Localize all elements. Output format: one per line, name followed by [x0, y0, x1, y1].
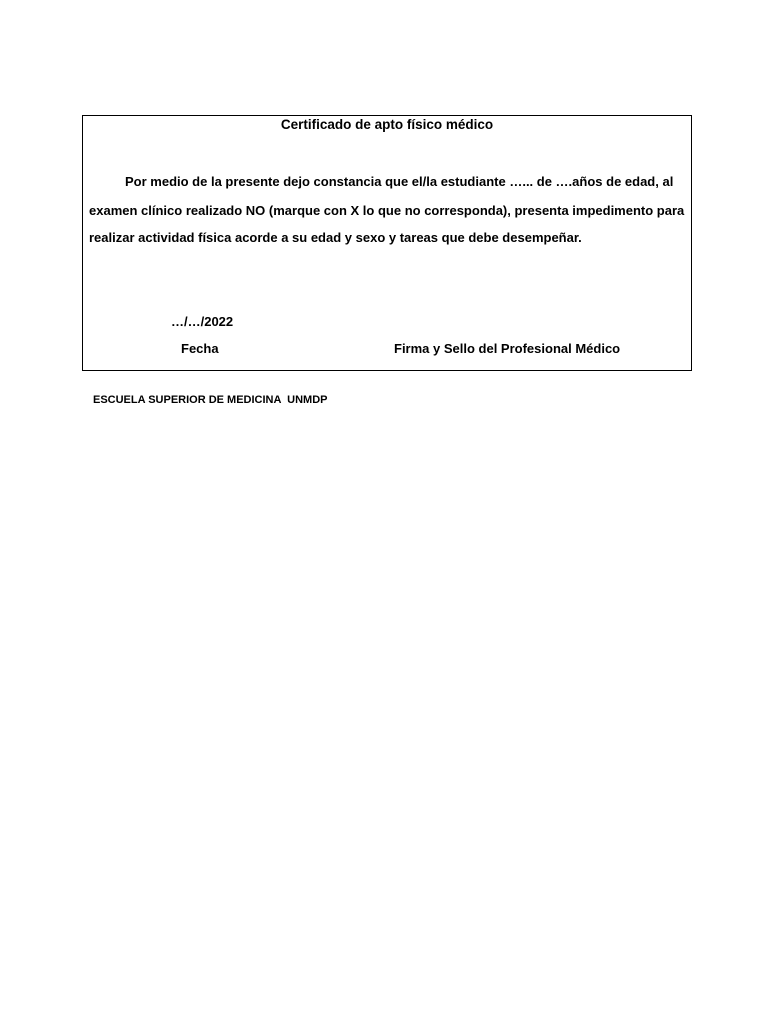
paragraph-line-1: Por medio de la presente dejo constancia que el/la estudiante …... de ….años de edad, al: [125, 174, 674, 189]
certificate-box: [82, 115, 692, 371]
certificate-title: Certificado de apto físico médico: [280, 117, 494, 132]
signature-label: Firma y Sello del Profesional Médico: [394, 341, 621, 356]
paragraph-line-3: realizar actividad física acorde a su edad y sexo y tareas que debe desempeñar.: [89, 230, 582, 245]
paragraph-line-2: examen clínico realizado NO (marque con X lo que no corresponda), presenta impedimento para: [89, 203, 685, 218]
date-value: …/…/2022: [171, 314, 234, 329]
institution-name: ESCUELA SUPERIOR DE MEDICINA UNMDP: [93, 394, 328, 406]
date-label: Fecha: [181, 341, 219, 356]
